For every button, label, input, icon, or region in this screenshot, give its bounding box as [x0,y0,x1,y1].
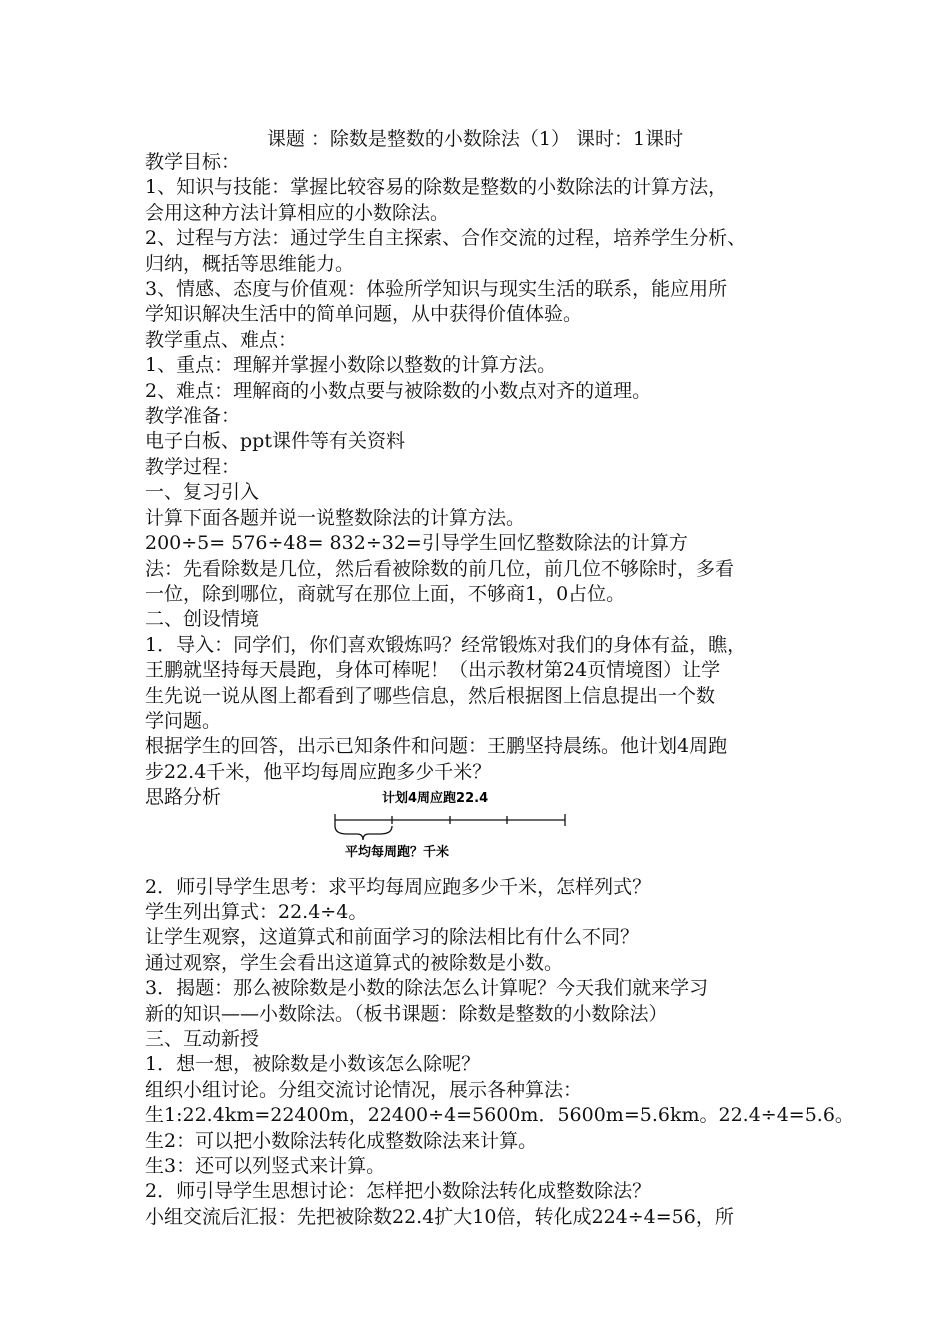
text-line: 三、互动新授 [145,1028,260,1050]
text-line: 教学过程： [145,455,241,478]
line-segment-diagram [325,786,575,866]
text-line: 2．师引导学生思想讨论：怎样把小数除法转化成整数除法？ [145,1180,652,1203]
text-line: 生2：可以把小数除法转化成整数除法来计算。 [145,1129,538,1152]
text-line: 1．想一想，被除数是小数该怎么除呢？ [145,1053,481,1076]
text-line: 一、复习引入 [145,481,260,504]
text-line: 一位，除到哪位，商就写在那位上面，不够商1，0占位。 [145,582,626,605]
text-line: 让学生观察，这道算式和前面学习的除法相比有什么不同？ [145,926,640,949]
brace-mark [335,826,392,840]
text-block-before-diagram [145,150,813,811]
text-line: 学生列出算式：22.4÷4。 [145,900,368,923]
text-line: 1．导入：同学们，你们喜欢锻炼吗？经常锻炼对我们的身体有益，瞧， [145,633,747,656]
page-title: 课题 ：除数是整数的小数除法（1） 课时：1课时 [266,128,684,150]
text-line: 会用这种方法计算相应的小数除法。 [145,201,450,224]
text-line: 教学目标： [145,151,241,173]
text-line: 计算下面各题并说一说整数除法的计算方法。 [145,506,526,529]
text-line: 1、重点：理解并掌握小数除以整数的计算方法。 [145,354,557,377]
diagram-svg [325,786,575,866]
text-line: 通过观察，学生会看出这道算式的被除数是小数。 [145,951,564,974]
text-line: 思路分析 [145,786,222,809]
text-line: 组织小组讨论。分组交流讨论情况，展示各种算法： [145,1078,583,1101]
text-line: 生3：还可以列竖式来计算。 [145,1155,386,1178]
text-line: 法：先看除数是几位，然后看被除数的前几位，前几位不够除时，多看 [145,557,735,580]
text-line: 归纳，概括等思维能力。 [145,252,355,275]
text-line: 3．揭题：那么被除数是小数的除法怎么计算呢？今天我们就来学习 [145,977,709,1000]
diagram-top-label: 计划4周应跑22.4 [382,791,489,806]
text-line: 步22.4千米，他平均每周应跑多少千米？ [145,760,492,783]
text-block-after-diagram [145,875,854,1231]
text-line: 2、过程与方法：通过学生自主探索、合作交流的过程，培养学生分析、 [145,227,747,250]
text-line: 教学准备： [145,405,241,428]
text-line: 1、知识与技能：掌握比较容易的除数是整数的小数除法的计算方法， [145,176,728,199]
text-line: 2、难点：理解商的小数点要与被除数的小数点对齐的道理。 [145,379,652,402]
text-line: 3、情感、态度与价值观：体验所学知识与现实生活的联系，能应用所 [145,278,728,301]
text-line: 二、创设情境 [145,608,260,631]
text-line: 生先说一说从图上都看到了哪些信息，然后根据图上信息提出一个数 [145,684,716,707]
text-line: 2．师引导学生思考：求平均每周应跑多少千米，怎样列式？ [145,875,652,898]
text-line: 小组交流后汇报：先把被除数22.4扩大10倍，转化成224÷4=56，所 [145,1205,734,1228]
text-line: 学问题。 [145,709,222,732]
text-line: 新的知识——小数除法。（板书课题：除数是整数的小数除法） [145,1002,668,1025]
text-line: 200÷5= 576÷48= 832÷32=引导学生回忆整数除法的计算方 [145,532,688,555]
text-line: 生1:22.4km=22400m，22400÷4=5600m．5600m=5.6km。22.4÷4=5.6。 [145,1104,854,1127]
text-line: 教学重点、难点： [145,328,298,351]
text-line: 电子白板、ppt课件等有关资料 [145,430,405,453]
document-body [145,150,854,1230]
text-line: 王鹏就坚持每天晨跑，身体可棒呢！（出示教材第24页情境图）让学 [145,659,721,682]
diagram-bottom-label: 平均每周跑？千米 [345,845,450,860]
text-line: 根据学生的回答，出示已知条件和问题：王鹏坚持晨练。他计划4周跑 [145,735,728,758]
text-line: 学知识解决生活中的简单问题，从中获得价值体验。 [145,303,583,326]
